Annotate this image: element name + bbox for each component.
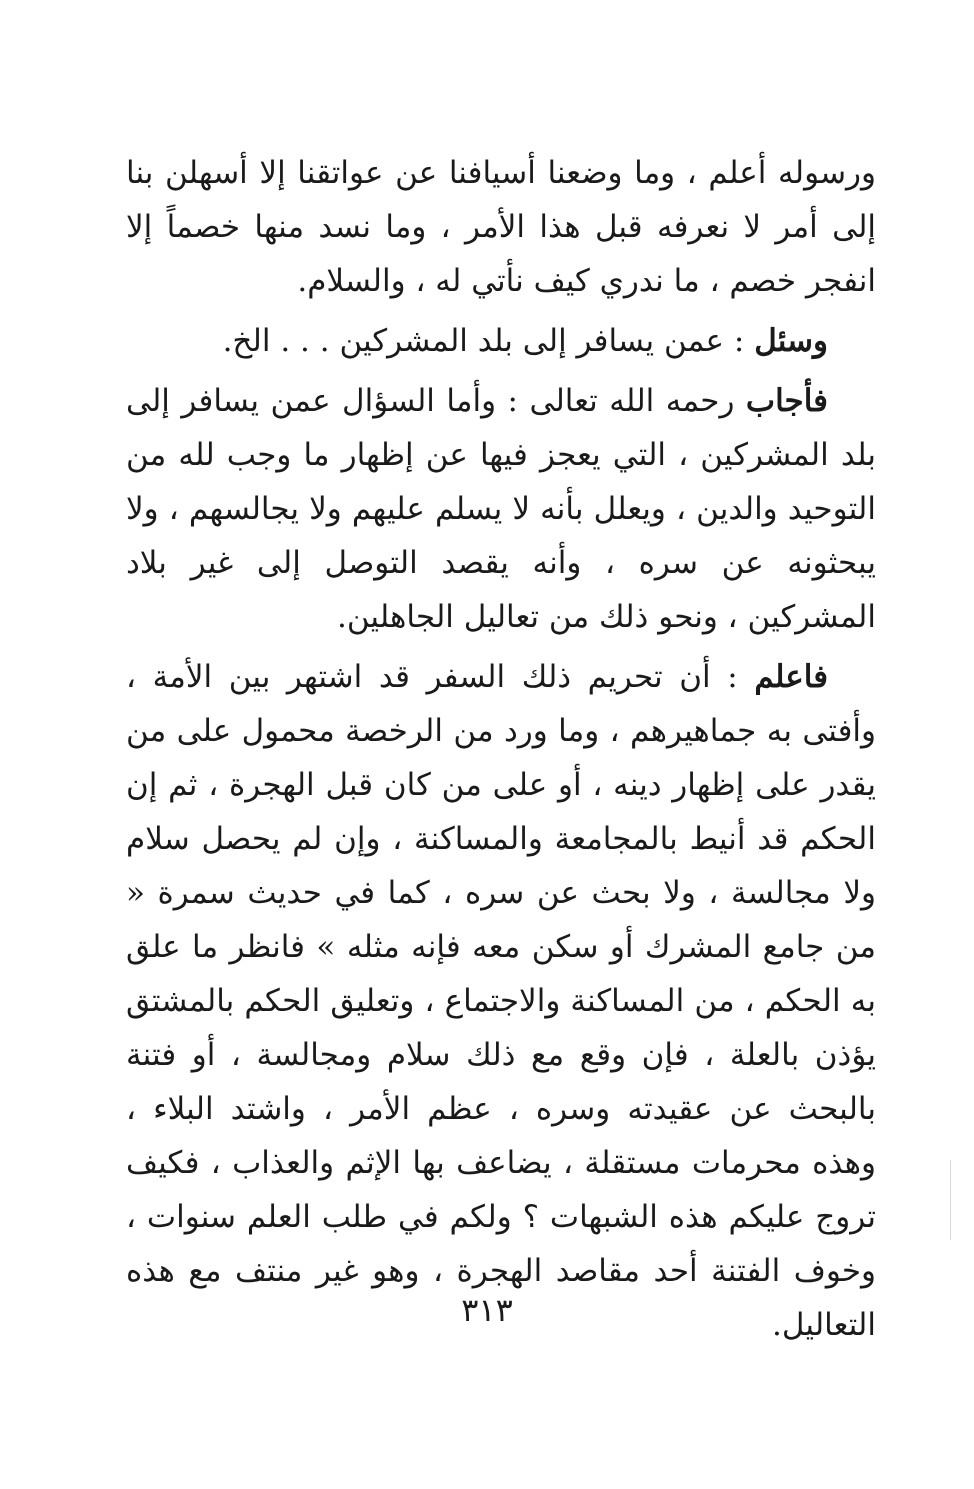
- paragraph-ruling: [126, 650, 876, 1352]
- page-body: [126, 146, 876, 1352]
- page-number: ٣١٣: [461, 1291, 513, 1329]
- paragraph-question: [126, 314, 876, 368]
- answer-text: رحمه الله تعالى : وأما السؤال عمن يسافر إلى بلد المشركين ، التي يعجز فيها عن إظهار ما وجب لله من التوحيد والدين ، ويعلل بأنه لا يسلم عليهم ولا يجالسهم ، ولا يبحثونه عن سره ، وأنه يقصد التوصل إلى غير بلاد المشركين ، ونحو ذلك من تعاليل الجاهلين.: [126, 383, 876, 635]
- scan-edge-mark: [950, 1160, 951, 1240]
- ruling-lead-word: فاعلم: [754, 659, 829, 695]
- paragraph-answer: [126, 374, 876, 644]
- question-text: : عمن يسافر إلى بلد المشركين . . . الخ.: [222, 323, 745, 359]
- paragraph-1: ورسوله أعلم ، وما وضعنا أسيافنا عن عواتقنا إلا أسهلن بنا إلى أمر لا نعرفه قبل هذا الأمر ، وما نسد منها خصماً إلا انفجر خصم ، ما ندري كيف نأتي له ، والسلام.: [126, 155, 876, 299]
- ruling-text: : أن تحريم ذلك السفر قد اشتهر بين الأمة ، وأفتى به جماهيرهم ، وما ورد من الرخصة محمول على من يقدر على إظهار دينه ، أو على من كان قبل الهجرة ، ثم إن الحكم قد أنيط بالمجامعة والمساكنة ، وإن لم يحصل سلام ولا مجالسة ، ولا بحث عن سره ، كما في حديث سمرة « من جامع المشرك أو سكن معه فإنه مثله » فانظر ما علق به الحكم ، من المساكنة والاجتماع ، وتعليق الحكم بالمشتق يؤذن بالعلة ، فإن وقع مع ذلك سلام ومجالسة ، أو فتنة بالبحث عن عقيدته وسره ، عظم الأمر ، واشتد البلاء ، وهذه محرمات مستقلة ، يضاعف بها الإثم والعذاب ، فكيف تروج عليكم هذه الشبهات ؟ ولكم في طلب العلم سنوات ، وخوف الفتنة أحد مقاصد الهجرة ، وهو غير منتف مع هذه التعاليل.: [126, 659, 876, 1343]
- answer-lead-word: فأجاب: [745, 383, 828, 419]
- question-lead-word: وسئل: [754, 323, 828, 359]
